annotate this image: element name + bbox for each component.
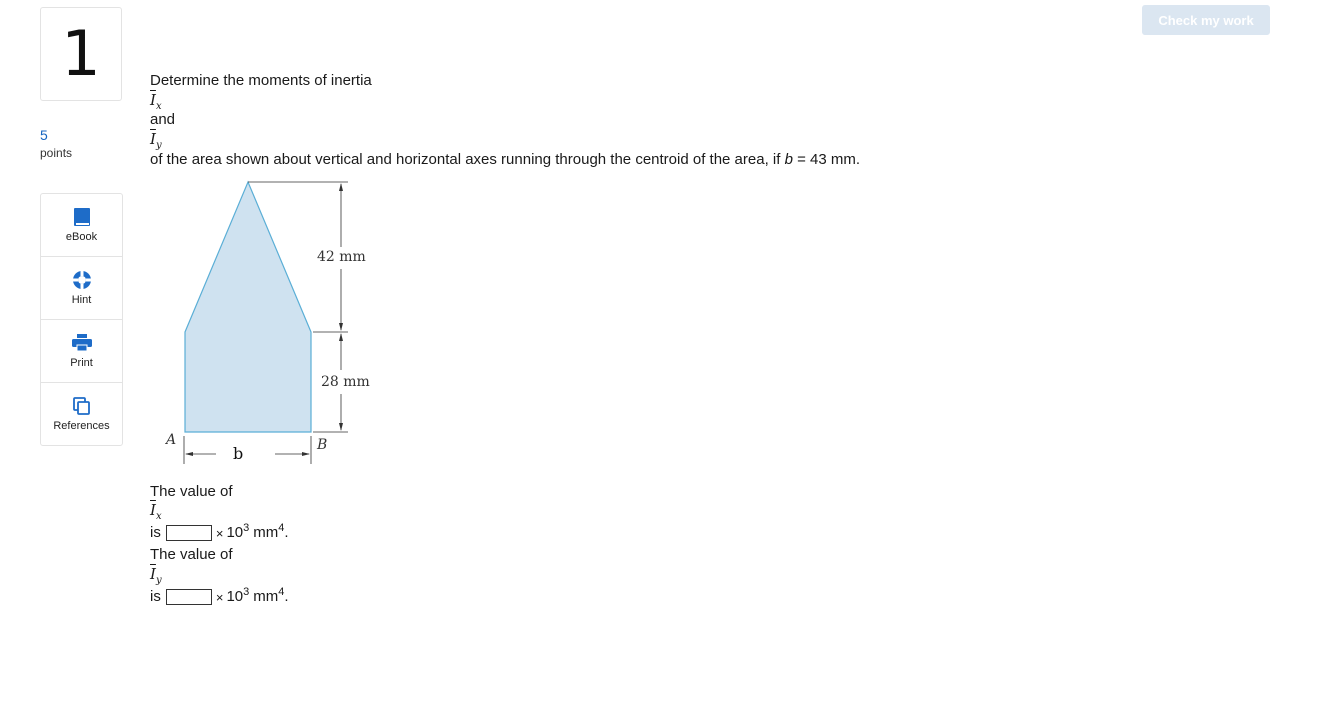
ix-is-label: is <box>150 524 161 541</box>
printer-icon <box>72 333 92 353</box>
copy-icon <box>72 396 92 416</box>
print-label: Print <box>70 357 93 369</box>
iy-is-label: is <box>150 588 161 605</box>
ebook-label: eBook <box>65 231 98 243</box>
tools-panel <box>40 193 123 446</box>
iy-answer-line: is × 10 3 mm 4 . <box>150 586 289 605</box>
ebook-button[interactable] <box>41 194 122 257</box>
check-my-work-button[interactable]: Check my work <box>1142 5 1270 35</box>
arrow-bottom <box>339 423 343 431</box>
arrow-mid-up <box>339 333 343 341</box>
prompt-and: and <box>150 111 176 128</box>
references-label: References <box>53 420 110 432</box>
arrow-mid-down <box>339 323 343 331</box>
arrow-right <box>302 452 310 456</box>
print-button[interactable] <box>41 320 122 383</box>
dim-42: 42 mm <box>317 249 366 265</box>
ix-answer-line: is × 10 3 mm 4 . <box>150 522 289 541</box>
point-a-label: A <box>166 432 177 448</box>
ix-answer-input[interactable] <box>166 525 212 541</box>
lifebuoy-icon <box>72 270 92 290</box>
prompt-line-2: of the area shown about vertical and horizontal axes running through the centroid of the area, if b = 43 mm. <box>150 151 861 168</box>
arrow-left <box>185 452 193 456</box>
dim-b: b <box>233 444 244 463</box>
book-icon <box>72 207 92 227</box>
shaded-area <box>185 182 311 432</box>
point-b-label: B <box>317 437 328 453</box>
points-value: 5 <box>40 127 48 143</box>
references-button[interactable] <box>41 383 122 445</box>
question-number: 1 <box>61 17 101 90</box>
points-label: points <box>40 146 73 160</box>
area-figure <box>150 172 390 472</box>
hint-label: Hint <box>71 294 92 306</box>
iy-symbol: $\overline{I}_y$ <box>150 130 162 151</box>
question-number-box <box>40 7 122 101</box>
ix-answer-prefix: The value of <box>150 483 233 500</box>
arrow-top <box>339 183 343 191</box>
ix-symbol: $\overline{I}_x$ <box>150 91 162 112</box>
hint-button[interactable] <box>41 257 122 320</box>
prompt-line-1: Determine the moments of inertia <box>150 72 372 89</box>
iy-answer-symbol: $\overline{I}_y$ <box>150 565 162 586</box>
iy-answer-input[interactable] <box>166 589 212 605</box>
dim-28: 28 mm <box>321 374 370 390</box>
iy-answer-prefix: The value of <box>150 546 233 563</box>
ix-answer-symbol: $\overline{I}_x$ <box>150 501 162 522</box>
